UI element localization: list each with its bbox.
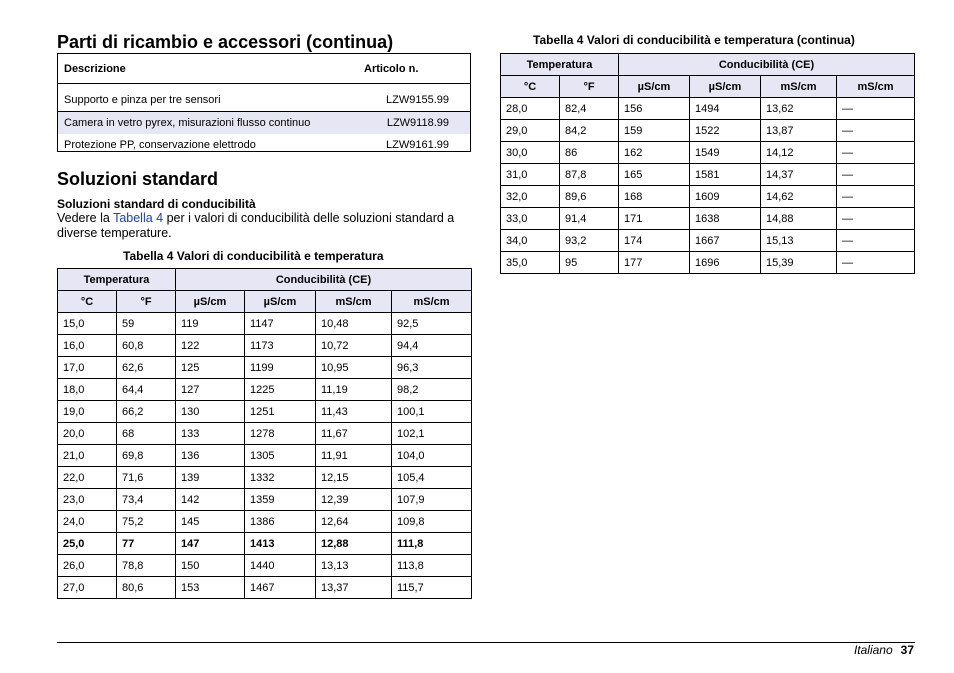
unit-header: µS/cm xyxy=(690,76,761,98)
table-cell: 93,2 xyxy=(560,230,619,252)
table-4-link[interactable]: Tabella 4 xyxy=(113,211,164,225)
table-cell: 86 xyxy=(560,142,619,164)
standards-paragraph xyxy=(57,211,475,241)
table-cell: 136 xyxy=(176,445,245,467)
part-description: Protezione PP, conservazione elettrodo xyxy=(64,139,256,151)
parts-row xyxy=(57,134,471,156)
table-cell: 10,48 xyxy=(316,313,392,335)
header-temperature: Temperatura xyxy=(58,269,176,291)
table-cell: 1305 xyxy=(245,445,316,467)
table-cell: 11,43 xyxy=(316,401,392,423)
table-cell: 153 xyxy=(176,577,245,599)
table-cell: 13,37 xyxy=(316,577,392,599)
table-row xyxy=(58,467,472,489)
table-cell: 22,0 xyxy=(58,467,117,489)
table-cell: 66,2 xyxy=(117,401,176,423)
table-cell: 1549 xyxy=(690,142,761,164)
parts-row xyxy=(57,112,471,135)
table-cell: 145 xyxy=(176,511,245,533)
table-cell: 162 xyxy=(619,142,690,164)
table-cell: 11,67 xyxy=(316,423,392,445)
table-cell: 1332 xyxy=(245,467,316,489)
table-cell: 113,8 xyxy=(392,555,472,577)
table-cell: 1440 xyxy=(245,555,316,577)
table-row xyxy=(58,577,472,599)
table-cell: — xyxy=(837,164,915,186)
table-cell: — xyxy=(837,208,915,230)
table-cell: 60,8 xyxy=(117,335,176,357)
part-description: Camera in vetro pyrex, misurazioni flusso continuo xyxy=(57,112,357,135)
part-code: LZW9118.99 xyxy=(357,112,471,135)
table-row xyxy=(58,335,472,357)
table-cell: 13,13 xyxy=(316,555,392,577)
table-cell: 91,4 xyxy=(560,208,619,230)
table-row xyxy=(501,208,915,230)
table-cell: 100,1 xyxy=(392,401,472,423)
table-cell: 13,62 xyxy=(761,98,837,120)
table-cell: 127 xyxy=(176,379,245,401)
unit-header: µS/cm xyxy=(176,291,245,313)
table-cell: 92,5 xyxy=(392,313,472,335)
parts-row xyxy=(57,89,471,112)
table-cell: 62,6 xyxy=(117,357,176,379)
unit-header: µS/cm xyxy=(619,76,690,98)
table-cell: 147 xyxy=(176,533,245,555)
table-cell: 122 xyxy=(176,335,245,357)
table-cell: 12,64 xyxy=(316,511,392,533)
part-code: LZW9161.99 xyxy=(386,139,449,151)
parts-table xyxy=(57,53,471,156)
table-row xyxy=(501,120,915,142)
conductivity-table-right xyxy=(500,53,915,274)
table-cell: 14,88 xyxy=(761,208,837,230)
conductivity-table-left xyxy=(57,268,472,599)
table-cell: 68 xyxy=(117,423,176,445)
table-cell: 35,0 xyxy=(501,252,560,274)
header-conductivity: Conducibilità (CE) xyxy=(176,269,472,291)
unit-header: µS/cm xyxy=(245,291,316,313)
unit-header: °C xyxy=(501,76,560,98)
table-cell: 139 xyxy=(176,467,245,489)
table-cell: 111,8 xyxy=(392,533,472,555)
table-cell: — xyxy=(837,142,915,164)
unit-header: °F xyxy=(560,76,619,98)
table-cell: 1522 xyxy=(690,120,761,142)
table-cell: 105,4 xyxy=(392,467,472,489)
table-cell: 69,8 xyxy=(117,445,176,467)
table-cell: 1667 xyxy=(690,230,761,252)
table-cell: 17,0 xyxy=(58,357,117,379)
footer-language: Italiano xyxy=(853,643,893,657)
table-cell: — xyxy=(837,98,915,120)
table-cell: 80,6 xyxy=(117,577,176,599)
table-cell: 150 xyxy=(176,555,245,577)
table-cell: — xyxy=(837,230,915,252)
table-cell: — xyxy=(837,120,915,142)
table-row xyxy=(58,313,472,335)
table-cell: 142 xyxy=(176,489,245,511)
table-row xyxy=(58,445,472,467)
table-cell: 71,6 xyxy=(117,467,176,489)
table-cell: 1696 xyxy=(690,252,761,274)
table-cell: 15,0 xyxy=(58,313,117,335)
table-cell: 84,2 xyxy=(560,120,619,142)
table-cell: 59 xyxy=(117,313,176,335)
table-cell: 1278 xyxy=(245,423,316,445)
table-cell: 1494 xyxy=(690,98,761,120)
table-cell: 75,2 xyxy=(117,511,176,533)
standards-section-title: Soluzioni standard xyxy=(57,169,219,189)
table-cell: 28,0 xyxy=(501,98,560,120)
table-cell: 1386 xyxy=(245,511,316,533)
table-cell: 104,0 xyxy=(392,445,472,467)
table-cell: 102,1 xyxy=(392,423,472,445)
table-cell: 1467 xyxy=(245,577,316,599)
table-cell: 19,0 xyxy=(58,401,117,423)
table-row xyxy=(58,423,472,445)
table-cell: 21,0 xyxy=(58,445,117,467)
unit-header: °F xyxy=(117,291,176,313)
table-cell: 12,15 xyxy=(316,467,392,489)
table-cell: 15,13 xyxy=(761,230,837,252)
header-conductivity: Conducibilità (CE) xyxy=(619,54,915,76)
footer-divider xyxy=(57,642,915,643)
table-cell: 14,37 xyxy=(761,164,837,186)
table-cell: 10,95 xyxy=(316,357,392,379)
table-cell: 95 xyxy=(560,252,619,274)
table-row xyxy=(501,186,915,208)
table-cell: 18,0 xyxy=(58,379,117,401)
table-cell: 11,91 xyxy=(316,445,392,467)
table-row xyxy=(501,164,915,186)
table-cell: 23,0 xyxy=(58,489,117,511)
para-text-before: Vedere la xyxy=(57,211,114,225)
table-cell: 171 xyxy=(619,208,690,230)
table-cell: 14,62 xyxy=(761,186,837,208)
table-row xyxy=(58,489,472,511)
table-cell: 119 xyxy=(176,313,245,335)
table-cell: 64,4 xyxy=(117,379,176,401)
table-cell: 165 xyxy=(619,164,690,186)
table-cell: 1173 xyxy=(245,335,316,357)
table-row xyxy=(501,252,915,274)
unit-header: mS/cm xyxy=(316,291,392,313)
table-row xyxy=(58,511,472,533)
table-cell: 156 xyxy=(619,98,690,120)
table-cell: 89,6 xyxy=(560,186,619,208)
table-cell: 15,39 xyxy=(761,252,837,274)
table-row xyxy=(58,357,472,379)
parts-section-title: Parti di ricambio e accessori (continua) xyxy=(57,32,394,52)
table-row xyxy=(501,98,915,120)
table-cell: 1251 xyxy=(245,401,316,423)
table-cell: 16,0 xyxy=(58,335,117,357)
table-cell: 87,8 xyxy=(560,164,619,186)
table-cell: 177 xyxy=(619,252,690,274)
part-code: LZW9155.99 xyxy=(386,94,449,106)
table-cell: 1225 xyxy=(245,379,316,401)
table-cell: — xyxy=(837,252,915,274)
table-cell: 25,0 xyxy=(58,533,117,555)
table-cell: 115,7 xyxy=(392,577,472,599)
table-cell: 1638 xyxy=(690,208,761,230)
standards-subtitle: Soluzioni standard di conducibilità xyxy=(57,197,256,211)
page-number: 37 xyxy=(900,643,914,657)
table-right-caption: Tabella 4 Valori di conducibilità e temperatura (continua) xyxy=(533,33,855,47)
table-cell: 130 xyxy=(176,401,245,423)
table-cell: 14,12 xyxy=(761,142,837,164)
table-cell: 26,0 xyxy=(58,555,117,577)
table-cell: 1581 xyxy=(690,164,761,186)
table-cell: 78,8 xyxy=(117,555,176,577)
table-cell: 82,4 xyxy=(560,98,619,120)
table-left-caption: Tabella 4 Valori di conducibilità e temperatura xyxy=(123,249,384,263)
table-cell: 12,39 xyxy=(316,489,392,511)
page-footer xyxy=(854,643,914,657)
table-cell: 1359 xyxy=(245,489,316,511)
table-cell: 1199 xyxy=(245,357,316,379)
table-cell: 159 xyxy=(619,120,690,142)
table-cell: 1609 xyxy=(690,186,761,208)
table-cell: 107,9 xyxy=(392,489,472,511)
table-row xyxy=(501,230,915,252)
header-temperature: Temperatura xyxy=(501,54,619,76)
table-cell: 30,0 xyxy=(501,142,560,164)
table-cell: 1413 xyxy=(245,533,316,555)
table-cell: 73,4 xyxy=(117,489,176,511)
table-cell: 10,72 xyxy=(316,335,392,357)
table-cell: 31,0 xyxy=(501,164,560,186)
table-cell: 32,0 xyxy=(501,186,560,208)
table-cell: 133 xyxy=(176,423,245,445)
table-cell: — xyxy=(837,186,915,208)
table-cell: 34,0 xyxy=(501,230,560,252)
table-cell: 109,8 xyxy=(392,511,472,533)
unit-header: mS/cm xyxy=(837,76,915,98)
table-cell: 11,19 xyxy=(316,379,392,401)
table-cell: 94,4 xyxy=(392,335,472,357)
parts-header-code: Articolo n. xyxy=(357,54,471,84)
table-cell: 98,2 xyxy=(392,379,472,401)
para-text-after: per i valori di conducibilità delle soluzioni standard a diverse temperature. xyxy=(57,211,455,240)
table-cell: 174 xyxy=(619,230,690,252)
table-cell: 1147 xyxy=(245,313,316,335)
table-row xyxy=(58,555,472,577)
table-cell: 13,87 xyxy=(761,120,837,142)
table-cell: 168 xyxy=(619,186,690,208)
table-row xyxy=(58,533,472,555)
table-cell: 96,3 xyxy=(392,357,472,379)
table-cell: 24,0 xyxy=(58,511,117,533)
table-cell: 29,0 xyxy=(501,120,560,142)
table-row xyxy=(58,401,472,423)
parts-header-description: Descrizione xyxy=(57,54,357,84)
table-cell: 12,88 xyxy=(316,533,392,555)
table-row xyxy=(501,142,915,164)
table-cell: 20,0 xyxy=(58,423,117,445)
unit-header: °C xyxy=(58,291,117,313)
table-cell: 27,0 xyxy=(58,577,117,599)
unit-header: mS/cm xyxy=(392,291,472,313)
table-cell: 77 xyxy=(117,533,176,555)
unit-header: mS/cm xyxy=(761,76,837,98)
part-description: Supporto e pinza per tre sensori xyxy=(64,94,221,106)
table-cell: 33,0 xyxy=(501,208,560,230)
table-cell: 125 xyxy=(176,357,245,379)
table-row xyxy=(58,379,472,401)
